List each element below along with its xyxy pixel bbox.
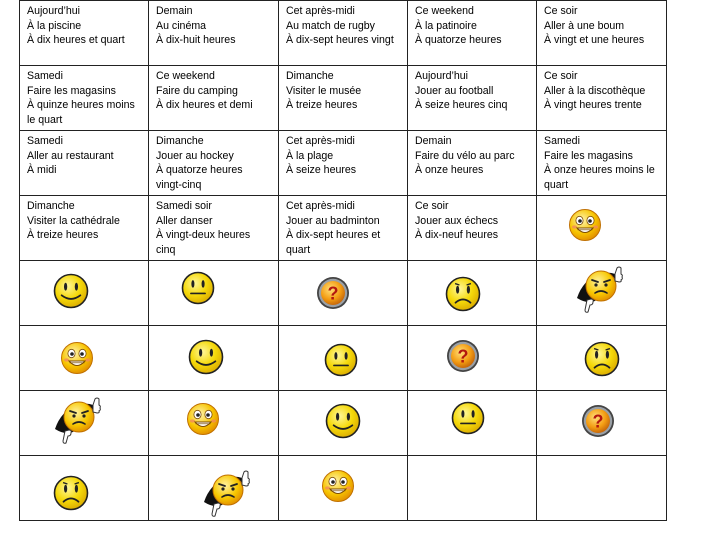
cell-when: Samedi soir <box>156 200 212 212</box>
grid-cell-empty <box>537 456 667 521</box>
cell-when: Dimanche <box>156 135 204 147</box>
cell-time: À vingt heures trente <box>544 99 642 111</box>
cell-time: À dix heures et demi <box>156 99 253 111</box>
grid-cell-icon <box>20 456 149 521</box>
cell-what: Aller à la discothèque <box>544 84 646 97</box>
grid-cell-icon <box>279 326 408 391</box>
grid-cell <box>279 1 408 66</box>
grid-cell <box>537 1 667 66</box>
cell-when: Cet après-midi <box>286 5 355 17</box>
question-mark-icon <box>581 404 615 438</box>
grid-cell-icon <box>20 391 149 456</box>
excited-smiley-icon <box>321 469 355 503</box>
happy-smiley-icon <box>53 273 89 309</box>
cell-time: À dix-huit heures <box>156 34 236 46</box>
sad-smiley-icon <box>445 276 481 312</box>
table-row <box>20 131 667 196</box>
grid-cell <box>20 131 149 196</box>
grid-cell-icon <box>20 261 149 326</box>
grid-cell <box>149 66 279 131</box>
cell-time: À dix heures et quart <box>27 34 125 46</box>
happy-smiley-icon <box>188 339 224 375</box>
table-row <box>20 196 667 261</box>
neutral-smiley-icon <box>324 343 358 377</box>
grid-cell-icon <box>537 261 667 326</box>
sad-smiley-icon <box>584 341 620 377</box>
cell-what: Aller danser <box>156 214 213 227</box>
cell-when: Samedi <box>27 70 63 82</box>
table-row <box>20 391 667 456</box>
grid-cell-icon <box>279 261 408 326</box>
cell-when: Ce weekend <box>156 70 215 82</box>
neutral-smiley-icon <box>451 401 485 435</box>
cell-what: Aller à une boum <box>544 19 625 32</box>
cell-time: À dix-sept heures vingt <box>286 34 394 46</box>
table-row <box>20 261 667 326</box>
cell-what: Faire les magasins <box>27 84 116 97</box>
cell-time: À quatorze heures vingt-cinq <box>156 164 243 191</box>
cell-when: Cet après-midi <box>286 200 355 212</box>
cell-when: Ce weekend <box>415 5 474 17</box>
cell-when: Ce soir <box>544 5 578 17</box>
cell-time: À dix-neuf heures <box>415 229 499 241</box>
excited-smiley-icon <box>60 341 94 375</box>
cell-time: À quinze heures moins le quart <box>27 99 135 126</box>
cell-time: À onze heures moins le quart <box>544 164 655 191</box>
cell-when: Aujourd’hui <box>415 70 469 82</box>
grid-cell-icon <box>149 391 279 456</box>
thumbs-down-smiley-icon <box>200 468 252 520</box>
thumbs-down-smiley-icon <box>573 264 625 316</box>
grid-cell <box>279 196 408 261</box>
grid-cell <box>20 196 149 261</box>
grid-cell-icon <box>279 456 408 521</box>
cell-time: À vingt-deux heures cinq <box>156 229 251 256</box>
cell-time: À treize heures <box>286 99 358 111</box>
grid-cell <box>408 196 537 261</box>
grid-cell-icon <box>408 326 537 391</box>
cell-when: Dimanche <box>286 70 334 82</box>
grid-cell <box>149 131 279 196</box>
cell-when: Demain <box>156 5 193 17</box>
table-row <box>20 66 667 131</box>
cell-when: Ce soir <box>544 70 578 82</box>
cell-what: Jouer au football <box>415 84 494 97</box>
grid-cell <box>20 66 149 131</box>
thumbs-down-smiley-icon <box>51 395 103 447</box>
grid-cell <box>537 66 667 131</box>
grid-cell-icon <box>149 261 279 326</box>
table-row <box>20 326 667 391</box>
cell-when: Cet après-midi <box>286 135 355 147</box>
cell-what: À la piscine <box>27 19 82 32</box>
cell-what: Jouer aux échecs <box>415 214 499 227</box>
cell-time: À dix-sept heures et quart <box>286 229 381 256</box>
activity-grid <box>19 0 667 521</box>
cell-time: À quatorze heures <box>415 34 502 46</box>
grid-cell-icon <box>537 196 667 261</box>
excited-smiley-icon <box>186 402 220 436</box>
table-row <box>20 456 667 521</box>
grid-cell-icon <box>537 326 667 391</box>
grid-cell <box>408 66 537 131</box>
cell-time: À seize heures cinq <box>415 99 508 111</box>
cell-what: Visiter le musée <box>286 84 362 97</box>
cell-time: À midi <box>27 164 57 176</box>
cell-what: À la plage <box>286 149 334 162</box>
cell-when: Demain <box>415 135 452 147</box>
cell-what: Visiter la cathédrale <box>27 214 120 227</box>
cell-what: Faire du vélo au parc <box>415 149 515 162</box>
cell-what: Faire les magasins <box>544 149 633 162</box>
cell-when: Dimanche <box>27 200 75 212</box>
svg-text:?: ? <box>592 411 604 432</box>
grid-cell <box>279 131 408 196</box>
cell-when: Samedi <box>544 135 580 147</box>
cell-time: À onze heures <box>415 164 484 176</box>
grid-cell <box>149 196 279 261</box>
neutral-smiley-icon <box>181 271 215 305</box>
grid-cell <box>149 1 279 66</box>
cell-time: À vingt et une heures <box>544 34 645 46</box>
cell-what: Au match de rugby <box>286 19 375 32</box>
cell-what: Aller au restaurant <box>27 149 114 162</box>
happy-smiley-icon <box>325 403 361 439</box>
grid-cell-empty <box>408 456 537 521</box>
table-row <box>20 1 667 66</box>
grid-cell-icon <box>149 456 279 521</box>
grid-cell <box>279 66 408 131</box>
grid-cell-icon <box>20 326 149 391</box>
grid-cell <box>408 1 537 66</box>
cell-what: Jouer au hockey <box>156 149 234 162</box>
question-mark-icon <box>316 276 350 310</box>
cell-what: À la patinoire <box>415 19 477 32</box>
grid-cell-icon <box>537 391 667 456</box>
cell-what: Jouer au badminton <box>286 214 380 227</box>
cell-what: Faire du camping <box>156 84 238 97</box>
cell-what: Au cinéma <box>156 19 207 32</box>
grid-cell <box>408 131 537 196</box>
cell-when: Ce soir <box>415 200 449 212</box>
question-mark-icon <box>446 339 480 373</box>
grid-cell <box>537 131 667 196</box>
cell-when: Samedi <box>27 135 63 147</box>
grid-cell-icon <box>149 326 279 391</box>
grid-cell <box>20 1 149 66</box>
grid-cell-icon <box>408 391 537 456</box>
svg-text:?: ? <box>457 346 469 367</box>
svg-text:?: ? <box>327 283 339 304</box>
excited-smiley-icon <box>568 208 602 242</box>
sad-smiley-icon <box>53 475 89 511</box>
grid-cell-icon <box>279 391 408 456</box>
grid-cell-icon <box>408 261 537 326</box>
cell-time: À seize heures <box>286 164 357 176</box>
cell-when: Aujourd’hui <box>27 5 81 17</box>
cell-time: À treize heures <box>27 229 99 241</box>
